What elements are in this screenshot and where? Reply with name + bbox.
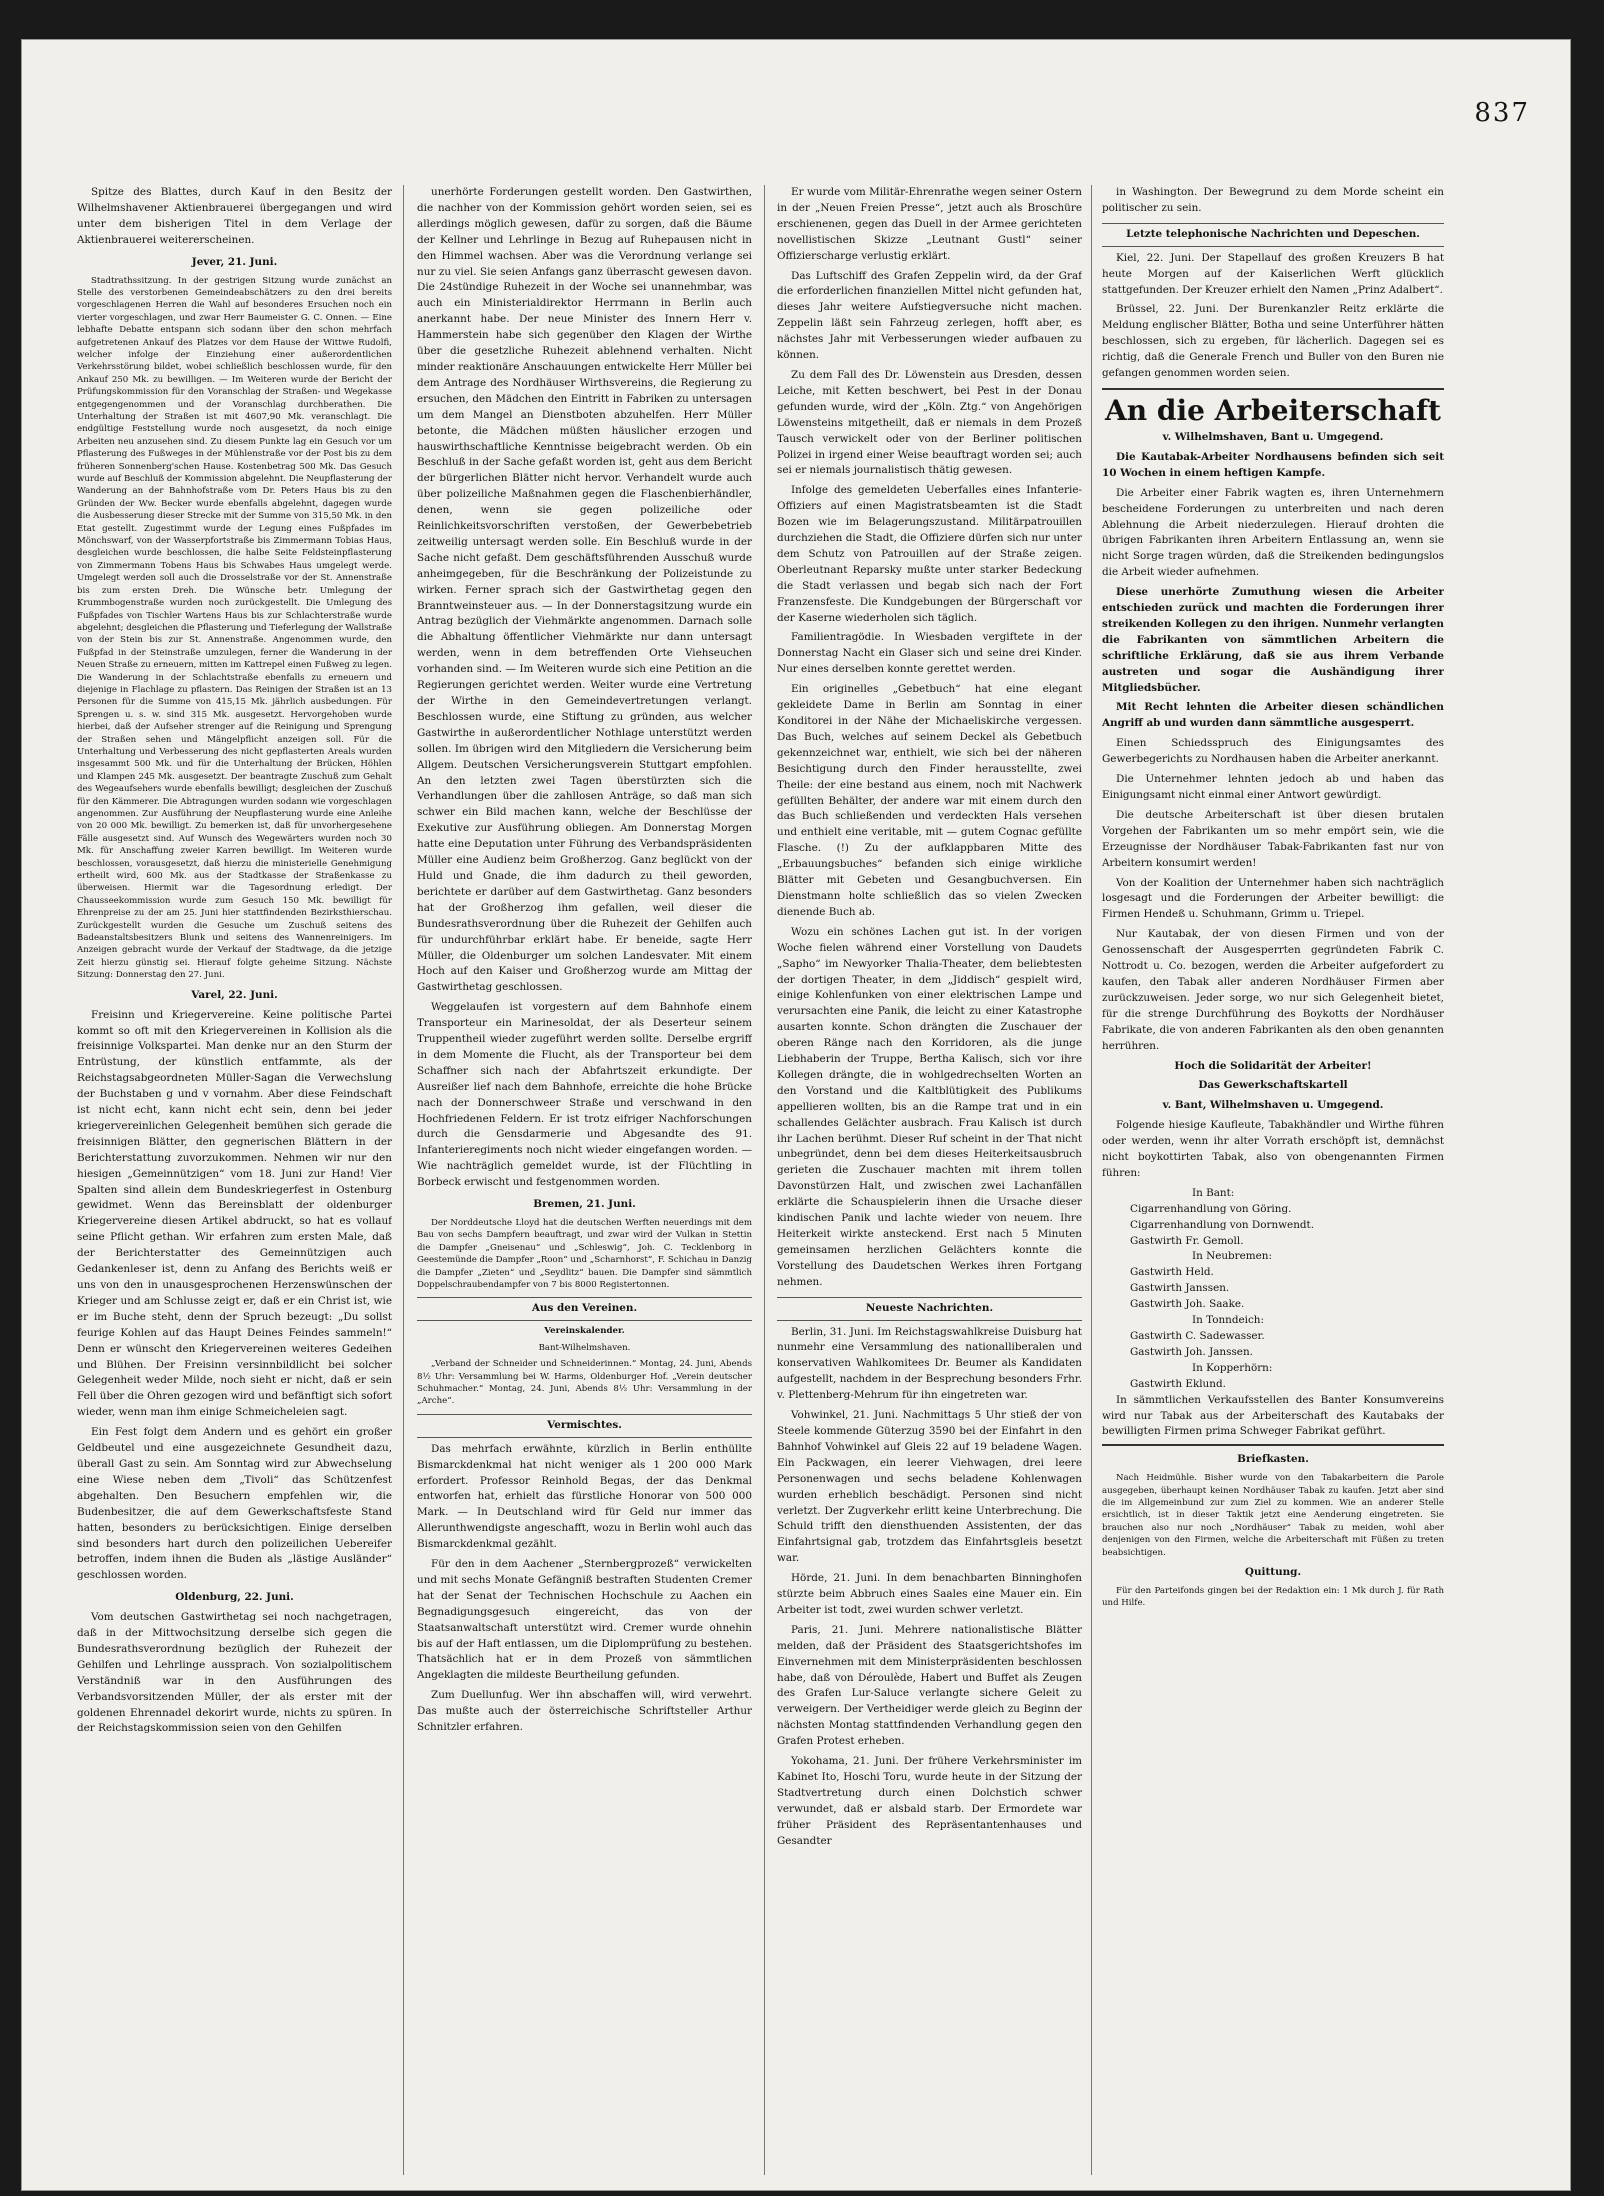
vendor-item: Gastwirth Held. <box>1130 1266 1214 1279</box>
article-text: Hörde, 21. Juni. In dem benachbarten Binninghofen stürzte beim Abbruch eines Saales eine Mauer ein. Ein Arbeiter ist todt, zwei wurden schwer verletzt. <box>777 1572 1082 1616</box>
article-text: Weggelaufen ist vorgestern auf dem Bahnhofe einem Transporteur ein Marinesoldat, der als Deserteur seinem Truppentheil wieder zugeführt werden sollte. Derselbe ergriff in dem Momente die Flucht, als der Transporteur bei dem Schaffner sich nach der Abfahrtszeit erkundigte. Der Ausreißer lief nach dem Bahnhofe, erreichte die hohe Brücke nach der Donnerschweer Straße und verschwand in den Hochfriedenen Feldern. Er ist trotz eifriger Nachforschungen durch die Gensdarmerie und Abgesandte des 91. Infanterieregiments noch nicht wieder eingefangen worden. — Wie nachträglich gemeldet wurde, ist der Flüchtling in Borbeck erwischt und festgenommen worden. <box>417 1001 752 1189</box>
dateline: Jever, 21. Juni. <box>191 255 278 268</box>
article-text: Für den in dem Aachener „Sternbergprozeß“ verwickelten und mit sechs Monate Gefängniß bestraften Studenten Cremer hat der Senat der Technischen Hochschule zu Aachen ein Begnadigungsgesuch eingereicht, das von der Staatsanwaltschaft unterstützt wird. Cremer wurde ohnehin bis auf der Haft entlassen, um die Diplomprüfung zu bestehen. Thatsächlich hat er in dem Prozeß von sämmtlichen Angeklagten die mildeste Beurtheilung gefunden. <box>417 1558 752 1682</box>
article-text: Nach Heidmühle. Bisher wurde von den Tabakarbeitern die Parole ausgegeben, überhaupt keinen Nordhäuser Tabak zu kaufen. Jetzt aber sind die im Allgemeinbund zur zum Ziel zu kommen. Wie an anderer Stelle ersichtlich, ist in dieser Taktik jetzt eine Aenderung eingetreten. Sie brauchen also nur noch „Nordhäuser“ Tabak zu meiden, wohl aber denjenigen von den Firmen, welche die Arbeiterschaft mit Füßen zu treten beabsichtigen. <box>1102 1473 1444 1558</box>
divider <box>1102 388 1444 390</box>
article-text: Der Norddeutsche Lloyd hat die deutschen Werften neuerdings mit dem Bau von sechs Dampfern beauftragt, und zwar wird der Vulkan in Stettin die Dampfer „Gneisenau“ und „Schleswig“, Joh. C. Tecklenborg in Geestemünde die Dampfer „Roon“ und „Scharnhorst“, F. Schichau in Danzig die Dampfer „Zieten“ und „Seydlitz“ bauen. Die Dampfer sind sämmtlich Doppelschraubendampfer von 7 bis 8000 Registertonnen. <box>417 1218 752 1291</box>
advert-text: Die deutsche Arbeiterschaft ist über diesen brutalen Vorgehen der Fabrikanten um so mehr empört sein, wie die Erzeugnisse der Nordhäuser Tabak-Fabrikanten fast nur von Arbeitern konsumirt werden! <box>1102 808 1444 869</box>
page-number: 837 <box>1474 98 1530 128</box>
article-text: Freisinn und Kriegervereine. Keine politische Partei kommt so oft mit den Kriegervereinen in Kollision als die freisinnige Volkspartei. Man denke nur an den Sturm der Entrüstung, der künstlich entfammte, als der Reichstagsabgeordneten Müller-Sagan die Verwechslung der Buchstaben g und v vornahm. Aber diese Feindschaft ist nicht echt, kann nicht echt sein, denn bei jeder kriegervereinlichen Gelegenheit bemühen sich gerade die freisinnigen Blätter, den gegnerischen Blättern in der Berichterstattung zuvorzukommen. Nehmen wir nur den hiesigen „Gemeinnützigen“ vom 18. Juni zur Hand! Vier Spalten sind allein dem Bundeskriegerfest in Ostenburg gewidmet. Wenn das Bereinsblatt der oldenburger Kriegervereine diesen Artikel abdruckt, so hat es vollauf seine Pflicht gethan. Wir erfahren zum ersten Male, daß der Berichterstatter des Gemeinnützigen auch Gedankenleser ist, denn zu Anfang des Berichts weiß er uns von den in unausgesprochenen Herzenswünschen der Krieger und am Schlusse zeigt er, daß er ein Christ ist, wie er im Buche steht, denn der Spruch bezeugt: „Du sollst feurige Kohlen auf das Haupt Deines Feindes sammeln!“ Denn er wünscht den Kriegervereinen weiteres Gedeihen und Blühen. Der Freisinn versinnbildlicht bei solcher Gelegenheit weder Milde, noch sieht er nicht, daß er sein Fell über die Ohren gezogen wird und befänftigt sich sofort wieder, wenn man ihm einige Schmeicheleien sagt. <box>77 1008 392 1419</box>
advert-slogan: Hoch die Solidarität der Arbeiter! <box>1174 1059 1372 1072</box>
article-text: Infolge des gemeldeten Ueberfalles eines Infanterie-Offiziers auf einen Magistratsbeamten ist die Stadt Bozen wie im Belagerungszustand. Militärpatrouillen durchziehen die Stadt, die Offiziere dürfen sich nur unter dem Schutz von Patrouillen auf der Straße zeigen. Oberleutnant Reparsky mußte unter starker Bedeckung die Stadt verlassen und begab sich nach der Fort Franzensfeste. Die Kundgebungen der Bürgerschaft vor der Kaserne wiederholen sich täglich. <box>777 484 1082 624</box>
advert-text: Einen Schiedsspruch des Einigungsamtes des Gewerbegerichts zu Nordhausen haben die Arbeiter anerkannt. <box>1102 737 1444 766</box>
article-text: „Verband der Schneider und Schneiderinnen.“ Montag, 24. Juni, Abends 8½ Uhr: Versammlung bei W. Harms, Oldenburger Hof. „Verein deutscher Schuhmacher.“ Montag, 24. Juni, Abends 8½ Uhr: Versammlung in der „Arche“. <box>417 1359 752 1407</box>
article-text: Zu dem Fall des Dr. Löwenstein aus Dresden, dessen Leiche, mit Ketten beschwert, bei Pest in der Donau gefunden wurde, wird der „Köln. Ztg.“ von Angehörigen Löwensteins mitgetheilt, daß er niemals in dem Prozeß Tausch verwickelt oder von der Berliner politischen Polizei in irgend einer Weise beauftragt worden sei; auch sei er niemals journalistisch thätig gewesen. <box>777 368 1082 477</box>
section-heading: Briefkasten. <box>1237 1453 1309 1466</box>
vendor-item: Gastwirth C. Sadewasser. <box>1130 1330 1265 1342</box>
advert-text: Folgende hiesige Kaufleute, Tabakhändler und Wirthe führen oder werden, wenn ihr alter Vorrath erschöpft ist, demnächst nicht boykottirten Tabak, also von obengenannten Firmen führen: <box>1102 1119 1444 1179</box>
advert-subtitle: v. Wilhelmshaven, Bant u. Umgegend. <box>1162 430 1384 443</box>
section-heading: Vermischtes. <box>417 1414 752 1438</box>
article-text: Das Luftschiff des Grafen Zeppelin wird, da der Graf die erforderlichen finanziellen Mittel nicht gefunden hat, dieses Jahr weitere Aufstiegversuche nicht machen. Zeppelin läßt sein Fahrzeug zerlegen, hofft aber, es nächstes Jahr mit Verbesserungen wieder aufbauen zu können. <box>777 269 1082 362</box>
vendor-location: In Neubremen: <box>1192 1250 1272 1263</box>
article-text: Spitze des Blattes, durch Kauf in den Besitz der Wilhelmshavener Aktienbrauerei übergegangen und wird unter dem bisherigen Titel in dem Verlage der Aktienbrauerei weitererscheinen. <box>77 186 392 246</box>
vendor-item: Cigarrenhandlung von Göring. <box>1130 1202 1292 1215</box>
article-text: Yokohama, 21. Juni. Der frühere Verkehrsminister im Kabinet Ito, Hoschi Toru, wurde heute in der Sitzung der Stadtvertretung durch einen Dolchstich schwer verwundet, daß er alsbald starb. Der Ermordete war früher Präsident des Repräsentantenhauses und Gesandter <box>777 1755 1082 1847</box>
advert-text: Von der Koalition der Unternehmer haben sich nachträglich losgesagt und die Forderungen der Arbeiter bewilligt: die Firmen Hendeß u. Schuhmann, Grimm u. Triepel. <box>1102 876 1444 921</box>
section-heading: Letzte telephonische Nachrichten und Depeschen. <box>1102 223 1444 247</box>
article-text: in Washington. Der Bewegrund zu dem Morde scheint ein politischer zu sein. <box>1102 186 1444 214</box>
dateline: Bremen, 21. Juni. <box>533 1198 636 1211</box>
advert-signature: v. Bant, Wilhelmshaven u. Umgegend. <box>1162 1099 1384 1112</box>
newspaper-page <box>22 40 1570 2190</box>
subheading: Bant-Wilhelmshaven. <box>538 1342 631 1353</box>
column-rule <box>403 185 404 2175</box>
advert-text: Die Arbeiter einer Fabrik wagten es, ihren Unternehmern bescheidene Forderungen zu unterbreiten und nach deren Ablehnung die Arbeit niederzulegen. Hierauf drohten die übrigen Fabrikanten ihren Arbeitern Entlassung an, wenn sie nicht Sorge tragen würden, daß die Streikenden bedingungslos die Arbeit wieder aufnehmen. <box>1102 486 1444 579</box>
dateline: Varel, 22. Juni. <box>191 988 278 1001</box>
advert-text: Diese unerhörte Zumuthung wiesen die Arbeiter entschieden zurück und machten die Forderungen ihrer streikenden Kollegen zu den ihrigen. Nunmehr verlangten die Fabrikanten von sämmtlichen Arbeitern die schriftliche Erklärung, daß sie aus ihrem Verbande austreten und sogar die Aushändigung ihrer Mitgliedsbücher. <box>1102 586 1444 694</box>
vendor-location: In Kopperhörn: <box>1192 1361 1273 1374</box>
vendor-item: Gastwirth Joh. Janssen. <box>1130 1345 1253 1358</box>
column-4 <box>1102 185 1444 2175</box>
article-text: Familientragödie. In Wiesbaden vergiftete in der Donnerstag Nacht ein Glaser sich und seine drei Kinder. Nur eines derselben konnte gerettet werden. <box>777 631 1082 676</box>
column-3 <box>777 185 1082 2175</box>
article-text: Zum Duellunfug. Wer ihn abschaffen will, wird verwehrt. Das mußte auch der österreichische Schriftsteller Arthur Schnitzler erfahren. <box>417 1689 752 1734</box>
subheading: Vereinskalender. <box>544 1326 625 1337</box>
column-2 <box>417 185 752 2175</box>
column-1 <box>77 185 392 2175</box>
section-heading: Quittung. <box>1244 1566 1302 1579</box>
vendor-item: Gastwirth Eklund. <box>1130 1377 1226 1390</box>
advert-lead: Die Kautabak-Arbeiter Nordhausens befinden sich seit 10 Wochen in einem heftigen Kampfe. <box>1102 450 1444 479</box>
vendor-item: Gastwirth Joh. Saake. <box>1130 1298 1245 1311</box>
article-text: Wozu ein schönes Lachen gut ist. In der vorigen Woche fielen während einer Vorstellung von Daudets „Sapho“ im Newyorker Thalia-Theater, dem beliebtesten der dortigen Theater, in dem „Jiddisch“ gespielt wird, einige Kohlenfunken von einer elektrischen Lampe und verursachten eine Panik, die leicht zu einer Katastrophe ausarten konnte. Schon drängten die Zuschauer der oberen Ränge nach den Korridoren, als die junge Liebhaberin der Truppe, Bertha Kalisch, sich vor ihre Kollegen drängte, die in wohlgedrechselten Worten an den Vorstand und die Kaltblütigkeit des Publikums appellieren wollten, bis an die Rampe trat und in ein schallendes Gelächter ausbrach. Frau Kalisch ist durch ihr Lachen berühmt. Dieser Ruf scheint in der That nicht unbegründet, denn bei dem dieses Heiterkeitsausbruch gerieten die Zuschauer machten mit ihrem tollen Davonstürzen Halt, und zwischen zwei Lachanfällen erklärte die Schauspielerin ihnen die Ursache dieser kindischen Panik und lachte wieder von neuem. Ihre Heiterkeit wirkte ansteckend. Erst nach 5 Minuten gemeinsamen herzlichen Gelächters konnte die Vorstellung des Daudetschen Werkes ihren Fortgang nehmen. <box>777 925 1082 1288</box>
article-text: Brüssel, 22. Juni. Der Burenkanzler Reitz erklärte die Meldung englischer Blätter, Botha und seine Unterführer hätten beschlossen, sich zu ergeben, für lächerlich. Dagegen sei es richtig, daß die Generale French und Buller von den Buren nie gefangen genommen worden seien. <box>1102 303 1444 380</box>
divider <box>1102 1444 1444 1446</box>
advert-text: Nur Kautabak, der von diesen Firmen und von der Genossenschaft der Ausgesperrten gegründeten Fabrik C. Nottrodt u. Co. bezogen, werden die Arbeiter aufgefordert zu kaufen, den Tabak aller anderen Nordhäuser Firmen aber zurückzuweisen. Jeder sorge, wo nur sich Gelegenheit bietet, für die strenge Durchführung des Boykotts der Nordhäuser Fabrikate, die von anderen Fabrikanten als den oben genannten herrühren. <box>1102 928 1444 1052</box>
vendor-item: Gastwirth Janssen. <box>1130 1282 1230 1295</box>
article-text: Vom deutschen Gastwirthetag sei noch nachgetragen, daß in der Mittwochsitzung derselbe sich gegen die Bundesrathsverordnung bezüglich der Ruhezeit der Gehilfen und Lehrlinge aussprach. Von sozialpolitischem Verständniß war in den Ausführungen des Verbandsvorsitzenden Müller, der als erster mit der goldenen Ehrennadel dekorirt wurde, nichts zu spüren. In der Reichstagskommission seien von den Gehilfen <box>77 1611 392 1735</box>
vendor-location: In Bant: <box>1192 1186 1235 1199</box>
column-rule <box>764 185 765 2175</box>
article-text: Kiel, 22. Juni. Der Stapellauf des großen Kreuzers B hat heute Morgen auf der Kaiserlichen Werft glücklich stattgefunden. Der Kreuzer erhielt den Namen „Prinz Adalbert“. <box>1102 251 1444 296</box>
dateline: Oldenburg, 22. Juni. <box>175 1591 294 1604</box>
vendor-item: Cigarrenhandlung von Dornwendt. <box>1130 1218 1315 1231</box>
section-heading: Neueste Nachrichten. <box>777 1297 1082 1321</box>
article-text: Ein originelles „Gebetbuch“ hat eine elegant gekleidete Dame in Berlin am Sonntag in einer Konditorei in der Nähe der Michaeliskirche vergessen. Das Buch, welches auf seinem Deckel als Gebetbuch gekennzeichnet war, enthielt, wie sich bei der näheren Besichtigung durch den Finder herausstellte, zwei Theile: der eine bestand aus einem, noch mit Nachwerk gefüllten Behälter, der andere war mit einem durch den das Buch schließenden und verdeckten Hals versehen und enthielt eine veritable, mit — gutem Cognac gefüllte Flasche. (!) Zu der aufklappbaren Mitte des „Erbauungsbuches“ befanden sich einige wirkliche Blätter mit Gebeten und Gesangbuchversen. Ein Dienstmann holte schließlich das so vielen Zwecken dienende Buch ab. <box>777 683 1082 918</box>
advert-title: An die Arbeiterschaft <box>1105 393 1441 427</box>
article-text: Paris, 21. Juni. Mehrere nationalistische Blätter melden, daß der Präsident des Staatsgerichtshofes im Einvernehmen mit dem Ministerpräsidenten beschlossen habe, daß von Déroulède, Habert und Buffet als Zeugen des Grafen Lur-Saluce verlangte sichere Geleit zu verweigern. Der Vertheidiger werde gleich zu Beginn der nächsten Montag stattfindenden Verhandlung gegen den Grafen Protest erheben. <box>777 1623 1082 1748</box>
vendor-list <box>1102 1186 1444 1393</box>
vendor-item: Gastwirth Fr. Gemoll. <box>1130 1234 1244 1247</box>
vendor-location: In Tonndeich: <box>1192 1314 1264 1327</box>
advert-signature: Das Gewerkschaftskartell <box>1198 1079 1348 1092</box>
article-text: unerhörte Forderungen gestellt worden. Den Gastwirthen, die nachher von der Kommission gehört worden seien, sei es allerdings möglich gewesen, dafür zu sorgen, daß die Bäume der Kellner und Lehrlinge in Bezug auf Ruhepausen nicht in den Himmel wachsen. Aber was die Verordnung verlange sei nur zu viel. Sie seien Anfangs ganz überrascht gewesen davon. Die 24stündige Ruhezeit in der Woche sei unannehmbar, was auch ein Ministerialdirektor Herrmann in Berlin auch anerkannt habe. Der neue Minister des Innern Herr v. Hammerstein habe sich gegenüber den Klagen der Wirthe über die gesetzliche Ruhezeit ablehnend verhalten. Nicht minder reaktionäre Anschauungen entwickelte Herr Müller bei dem Antrage des Nordhäuser Wirthsvereins, die Regierung zu ersuchen, den Mädchen den Eintritt in Fabriken zu untersagen um dem Mangel an Dienstboten abzuhelfen. Herr Müller betonte, die Mädchen müßten häuslicher erzogen und hauswirthschaftliche Kenntnisse beigebracht werden. Ob ein Beschluß in der Sache gefaßt worden ist, geht aus dem Bericht der bürgerlichen Blätter nicht hervor. Verhandelt wurde auch über polizeiliche Maßnahmen gegen die Flaschenbierhändler, denen, wenn sie gegen polizeiliche oder Reinlichkeitsvorschriften verstoßen, der Gewerbebetrieb zeitweilig untersagt werden solle. Ein Beschluß wurde in der Sache nicht gefaßt. Dem geschäftsführenden Ausschuß wurde anheimgegeben, für die Beschränkung der Polizeistunde zu wirken. Ferner sprach sich der Gastwirthetag gegen den Branntweinsteuer aus. — In der Donnerstagsitzung wurde ein Antrag bezüglich der Viehmärkte angenommen. Darnach solle die Abhaltung öffentlicher Viehmärkte nur dann untersagt werden, wenn in dem betreffenden Orte Viehseuchen vorhanden sind. — Im Weiteren wurde sich eine Petition an die Regierungen gerichtet werden. Weiter wurde eine Vertretung der Wirthe in den Gemeindevertretungen verlangt. Beschlossen wurde, eine Stiftung zu gründen, aus welcher Gastwirthe in außerordentlicher Nothlage unterstützt werden sollen. Im übrigen wird den Mitgliedern die Versicherung beim Allgem. Deutschen Versicherungsverein Stuttgart empfohlen. An den letzten zwei Tagen überstürzten sich die Verhandlungen über die zahllosen Anträge, so daß man sich schwer ein Bild machen kann, welche der Beschlüsse der Exekutive zur Ausführung obliegen. Am Donnerstag Morgen hatte eine Deputation unter Führung des Verbandspräsidenten Müller eine Audienz beim Großherzog. Ganz beglückt von der Huld und Gnade, die ihm dadurch zu theil geworden, berichtete er darüber auf dem Gastwirthetag. Ganz besonders hat der Großherzog ihm gefallen, weil dieser die Bundesrathsverordnung über die Ruhezeit der Gehilfen auch für undurchführbar erklärt habe. Er beneide, sagte Herr Müller, die Oldenburger um solchen Landesvater. Mit einem Hoch auf den Kaiser und Großherzog wurde am Mittag der Gastwirthetag geschlossen. <box>417 186 752 994</box>
advert-text: Die Unternehmer lehnten jedoch ab und haben das Einigungsamt nicht einmal einer Antwort gewürdigt. <box>1102 773 1444 801</box>
article-text: Das mehrfach erwähnte, kürzlich in Berlin enthüllte Bismarckdenkmal hat nicht weniger als 1 200 000 Mark erfordert. Professor Reinhold Begas, der das Denkmal entworfen hat, erhielt das fürstliche Honorar von 500 000 Mark. — In Deutschland wird für Geld nur immer das Allerunthwendigste angeschafft, wozu in Berlin wohl auch das Bismarckdenkmal gezählt. <box>417 1442 752 1551</box>
article-text: Er wurde vom Militär-Ehrenrathe wegen seiner Ostern in der „Neuen Freien Presse“, jetzt auch als Broschüre erschienenen, gegen das Duell in der Armee gerichteten novellistischen Skizze „Leutnant Gustl“ seiner Offizierscharge verlustig erklärt. <box>777 186 1082 262</box>
article-text: Berlin, 31. Juni. Im Reichstagswahlkreise Duisburg hat nunmehr eine Versammlung des nationalliberalen und konservativen Wahlkomitees Dr. Beumer als Kandidaten aufgestellt, nachdem in der Besprechung besonders Frhr. v. Plettenberg-Mehrum für ihn eingetreten war. <box>777 1325 1082 1402</box>
article-text: Vohwinkel, 21. Juni. Nachmittags 5 Uhr stieß der von Steele kommende Güterzug 3590 bei der Einfahrt in den Bahnhof Vohwinkel auf Gleis 22 auf 19 beladene Wagen. Ein Packwagen, ein leerer Viehwagen, drei leere Personenwagen und sechs beladene Kohlenwagen wurden erheblich beschädigt. Personen sind nicht verletzt. Der Zugverkehr erlitt keine Unterbrechung. Die Schuld trifft den diensthuenden Assistenten, der das Einfahrtsignal gab, trotzdem das Einfahrtsgleis besetzt war. <box>777 1409 1082 1565</box>
article-text: Ein Fest folgt dem Andern und es gehört ein großer Geldbeutel und eine ausgezeichnete Gesundheit dazu, überall Gast zu sein. Am Sonntag wird zur Abwechselung eine Wiese neben dem „Tivoli“ das Schützenfest abgehalten. Den Besuchern empfehlen wir, die Budenbesitzer, die auf dem Gewerkschaftsfeste Stand hatten, besonders zu berücksichtigen. Einige derselben sind besonders hart durch den polizeilichen Uebereifer betroffen, indem ihnen die Buden als „lästige Ausländer“ geschlossen worden. <box>77 1426 392 1582</box>
advert-text: Mit Recht lehnten die Arbeiter diesen schändlichen Angriff ab und wurden dann sämmtliche ausgesperrt. <box>1102 701 1444 730</box>
column-rule <box>1091 185 1092 2175</box>
article-text: Für den Parteifonds gingen bei der Redaktion ein: 1 Mk durch J. für Rath und Hilfe. <box>1102 1586 1444 1609</box>
advert-text: In sämmtlichen Verkaufsstellen des Banter Konsumvereins wird nur Tabak aus der Arbeiterschaft des Kautabaks der bewilligten Firmen prima Schweger Fabrikat geführt. <box>1102 1393 1444 1438</box>
section-heading: Aus den Vereinen. <box>417 1297 752 1321</box>
article-text: Stadtrathssitzung. In der gestrigen Sitzung wurde zunächst an Stelle des verstorbenen Gemeindeabschätzers zu den drei bereits vorgeschlagenen Herren die Wahl auf besonderes Ersuchen noch ein vierter vorgeschlagen, und zwar Herr Baumeister G. C. Onnen. — Eine lebhafte Debatte entspann sich sodann über den schon mehrfach aufgetretenen Ankauf des Platzes vor dem Hause der Wittwe Rudolfi, welcher infolge der Einziehung einer außerordentlichen Verkehrsstörung bildet, wobei schließlich beschlossen wurde, für den Ankauf 250 Mk. zu bewilligen. — Im Weiteren wurde der Bericht der Prüfungskommission für den Voranschlag der Straßen- und Wegekasse entgegengenommen und der Voranschlag durchberathen. Die Unterhaltung der Straßen ist mit 4607,90 Mk. veranschlagt. Die endgültige Feststellung wurde noch ausgesetzt, da noch einige Arbeiten neu anzusehen sind. Zu diesem Punkte lag ein Gesuch vor um Pflasterung des Fußweges in der Mühlenstraße vor der Post bis zu dem früheren Sonnenberg'schen Hause. Kostenbetrag 500 Mk. Das Gesuch wurde auf Beschluß der Kommission abgelehnt. Die Neupflasterung der Wanderung an der Bahnhofstraße vom Dr. Peters Haus bis zu den Gründen der Ww. Becker wurde ebenfalls abgelehnt, dagegen wurde die Ausbesserung dieser Strecke mit der Summe von 315,50 Mk. in den Etat gestellt. Zugestimmt wurde der Legung eines Fußpfades im Mönchswarf, von der Wasserpfortstraße bis Zimmermann Tobias Haus, desgleichen wurde beschlossen, die halbe Seite Feldsteinpflasterung von Zimmermann Tobens Haus bis Schwabes Haus umgelegt werde. Umgelegt werden soll auch die Drosselstraße vor der St. Annenstraße bis zum ersten Dreh. Die Wünsche betr. Umlegung der Krummbogenstraße wurden noch zurückgestellt. Die Umlegung des Fußpfades von Tischler Wartens Haus bis zur Schlachterstraße wurde abgelehnt; desgleichen die Pflasterung und Tieferlegung der Wallstraße von der Stein bis zur St. Annenstraße. Angenommen wurde, den Fußpfad in der Steinstraße umzulegen, ferner die Wanderung in der Neuen Straße zu erneuern, mitten im Kattrepel einen Fußweg zu legen. Die Wanderung in der Schlachtstraße ebenfalls zu erneuern und diejenige in Flachlage zu pflastern. Das Reinigen der Straßen ist an 13 Personen für die Summe von 415,15 Mk. jährlich ausbedungen. Für Sprengen u. s. w. sind 315 Mk. ausgesetzt. Hervorgehoben wurde hierbei, daß der Aufseher strenger auf die Reinigung und Sprengung der Straßen sehen und Mängelpflicht anzeigen soll. Für die Unterhaltung und Verbesserung des nicht gepflasterten Areals wurden insgesammt 500 Mk. und für die Unterhaltung der Brücken, Höhlen und Klampen 245 Mk. ausgesetzt. Der beantragte Zuschuß zum Gehalt des Wegeaufsehers wurde ebenfalls bewilligt; desgleichen der Zuschuß für den Kämmerer. Die Abtragungen wurden sodann wie vorgeschlagen angenommen. Zur Ausführung der Neupflasterung wurde eine Anleihe von 20 000 Mk. bewilligt. Zu bemerken ist, daß für unvorhergesehene Fälle ausgesetzt sind. Auf Wunsch des Wegewärters wurden noch 30 Mk. für Anschaffung zweier Karren bewilligt. Im Weiteren wurde beschlossen, vorausgesetzt, daß hierzu die ministerielle Genehmigung ertheilt wird, 600 Mk. aus der Stadtkasse der Straßenkasse zu überweisen. Hiermit war die Tagesordnung erledigt. Der Chausseekommission wurde zum Gesuch 150 Mk. bewilligt für Ehrenpreise zu der am 25. Juni hier stattfindenden Bezirksthierschau. Zurückgestellt wurden die Gesuche um Zuschuß seitens des Badeanstaltsbesitzers Blunk und seitens des Wannenreinigers. Im Anzeigen gebracht wurde der Verkauf der Stadtwage, da die jetzige Zeit hierzu günstig sei. Hierauf folgte geheime Sitzung. Nächste Sitzung: Donnerstag den 27. Juni. <box>77 275 392 981</box>
